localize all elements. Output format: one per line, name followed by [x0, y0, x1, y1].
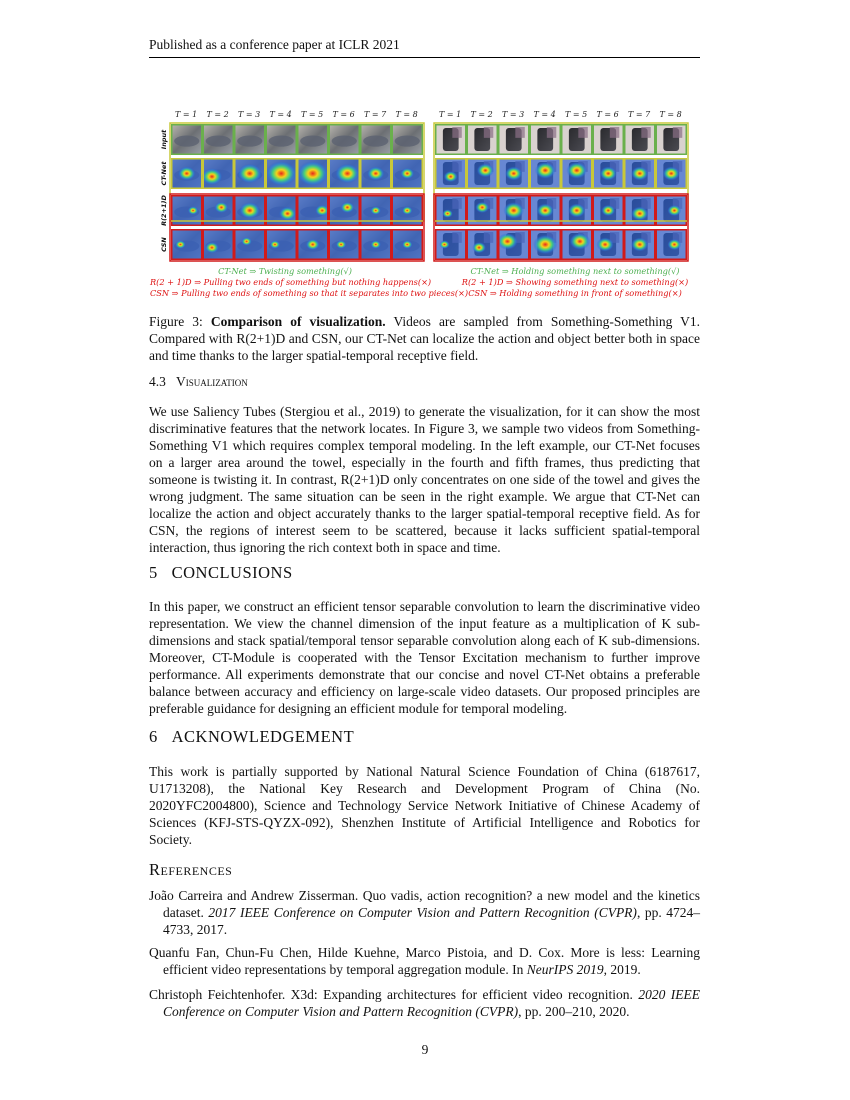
- frame-cell: [172, 159, 202, 189]
- figure-caption: Figure 3: Comparison of visualization. Videos are sampled from Something-Something V1. Compared with R(2+1)D and CSN, our CT-Net can localize the action and object better both in space and time thanks to the larger spatial-temporal receptive field.: [149, 314, 701, 363]
- frame-cell: [499, 159, 529, 189]
- frame-cell: [203, 125, 233, 155]
- frame-cell: [656, 125, 686, 155]
- frame-label: T = 5: [565, 110, 588, 119]
- section-5-heading: 5 CONCLUSIONS: [149, 563, 293, 582]
- frame-cell: [235, 159, 265, 189]
- row-label: CT-Net: [160, 161, 168, 186]
- frame-cell: [297, 159, 328, 189]
- row-csn: [172, 230, 423, 260]
- right-example-grid: [434, 123, 688, 261]
- left-caption-r21d: R(2 + 1)D ⇒ Pulling two ends of something but nothing happens(×): [150, 277, 432, 287]
- frame-cell: [436, 230, 466, 260]
- frame-cell: [593, 230, 623, 260]
- frame-cell: [562, 159, 592, 189]
- section-6-heading: 6 ACKNOWLEDGEMENT: [149, 727, 355, 746]
- row-labels: [160, 129, 168, 252]
- row-input: [172, 125, 423, 155]
- right-caption-csn: CSN ⇒ Holding something in front of something(×): [468, 288, 682, 298]
- frame-label: T = 2: [470, 110, 493, 119]
- left-caption-ctnet: CT-Net ⇒ Twisting something(√): [218, 266, 352, 276]
- reference-3: Christoph Feichtenhofer. X3d: Expanding architectures for efficient video recognition. 2020 IEEE Conference on Computer Vision and Pattern Recognition (CVPR), pp. 200–210, 2020.: [149, 987, 700, 1019]
- row-label: R(2+1)D: [160, 195, 168, 226]
- frame-cell: [392, 230, 422, 260]
- frame-cell: [203, 230, 233, 260]
- frame-label: T = 3: [238, 110, 261, 119]
- row-csn: [436, 230, 687, 260]
- frame-cell: [235, 125, 265, 155]
- section-5-body: In this paper, we construct an efficient tensor separable convolution to learn the discriminative video representation. We view the channel dimension of the input feature as a multiplication of K sub-dimensions and stack spatial/temporal tensor separable convolution along each of K sub-dimensions. Moreover, CT-Module is cooperated with the Tensor Excitation mechanism to further improve performance. All experiments demonstrate that our concise and novel CT-Net obtains a preferable balance between accuracy and efficiency on large-scale video datasets. Our proposed principles are preferable guidance for designing an efficient module for temporal modeling.: [149, 599, 700, 716]
- section-4-3-heading: 4.3 Visualization: [149, 374, 248, 389]
- frame-cell: [530, 159, 560, 189]
- frame-cell: [625, 125, 655, 155]
- frame-cell: [392, 125, 422, 155]
- row-ct-net: [436, 159, 687, 189]
- frame-cell: [235, 230, 265, 260]
- frame-cell: [329, 159, 359, 189]
- frame-cell: [361, 125, 391, 155]
- row-input: [436, 125, 687, 155]
- frame-cell: [467, 125, 497, 155]
- frame-cell: [530, 125, 560, 155]
- frame-cell: [361, 159, 391, 189]
- frame-label: T = 7: [364, 110, 387, 119]
- frame-cell: [625, 159, 655, 189]
- frame-cell: [499, 125, 529, 155]
- frame-cell: [392, 159, 422, 189]
- left-example-grid: [170, 123, 424, 261]
- section-4-3-body: We use Saliency Tubes (Stergiou et al., 2019) to generate the visualization, for it can show the most discriminative features that the network locates. In Figure 3, we sample two videos from Something-Something V1 which requires complex temporal modeling. In the left example, our CT-Net focuses on a larger area around the towel, especially in the fourth and fifth frames, thus predicting that someone is twisting it. In contrast, R(2+1)D only concentrates on one side of the towel and gives the wrong judgment. The same situation can be seen in the right example. We argue that CT-Net can localize the action and object accurately thanks to the larger spatial-temporal receptive field. As for CSN, the regions of interest seem to be scattered, because it lacks sufficient spatial-temporal interaction, thus ignoring the rich context both in space and time.: [149, 404, 700, 555]
- frame-cell: [298, 230, 328, 260]
- frame-cell: [467, 159, 497, 189]
- frame-label: T = 5: [301, 110, 324, 119]
- frame-cell: [266, 230, 296, 260]
- right-caption-ctnet: CT-Net ⇒ Holding something next to something(√): [470, 266, 680, 276]
- frame-label: T = 6: [596, 110, 619, 119]
- running-header: Published as a conference paper at ICLR 2021: [149, 37, 700, 58]
- frame-label: T = 7: [628, 110, 651, 119]
- row-ct-net: [172, 159, 423, 189]
- right-caption-r21d: R(2 + 1)D ⇒ Showing something next to something(×): [461, 277, 689, 287]
- frame-label: T = 6: [332, 110, 355, 119]
- frame-label: T = 4: [533, 110, 556, 119]
- frame-label: T = 1: [175, 110, 198, 119]
- frame-cell: [625, 230, 655, 260]
- frame-label: T = 3: [502, 110, 525, 119]
- references-heading: References: [149, 860, 233, 879]
- reference-2: Quanfu Fan, Chun-Fu Chen, Hilde Kuehne, Marco Pistoia, and D. Cox. More is less: Learning efficient video representations by temporal aggregation module. In NeurIPS 2019, 2019.: [149, 945, 700, 977]
- frame-cell: [266, 125, 296, 155]
- frame-cell: [593, 125, 623, 155]
- frame-cell: [656, 230, 686, 260]
- reference-1: João Carreira and Andrew Zisserman. Quo vadis, action recognition? a new model and the kinetics dataset. 2017 IEEE Conference on Computer Vision and Pattern Recognition (CVPR), pp. 4724–4733, 2017.: [149, 888, 701, 937]
- frame-label: T = 4: [269, 110, 292, 119]
- frame-cell: [361, 230, 391, 260]
- frame-cell: [202, 159, 234, 189]
- frame-cell: [172, 125, 202, 155]
- frame-cell: [562, 230, 592, 260]
- frame-cell: [467, 230, 497, 260]
- row-label: Input: [160, 129, 168, 150]
- section-6-body: This work is partially supported by National Natural Science Foundation of China (6187617, U1713208), the National Key Research and Development Program of China (No. 2020YFC2004800), Science and Technology Service Network Initiative of Chinese Academy of Sciences (KFJ-STS-QYZX-092), Shenzhen Institute of Artificial Intelligence and Robotics for Society.: [149, 764, 700, 847]
- left-caption-csn: CSN ⇒ Pulling two ends of something so that it separates into two pieces(×): [150, 288, 469, 298]
- frame-cell: [172, 230, 202, 260]
- frame-label: T = 8: [395, 110, 418, 119]
- frame-cell: [329, 125, 359, 155]
- frame-cell: [593, 159, 623, 189]
- frame-label: T = 8: [659, 110, 682, 119]
- frame-cell: [329, 230, 359, 260]
- frame-cell: [530, 230, 560, 260]
- frame-cell: [656, 159, 686, 189]
- page-number: 9: [421, 1042, 429, 1057]
- frame-cell: [497, 230, 529, 260]
- row-label: CSN: [160, 237, 168, 252]
- frame-cell: [436, 125, 466, 155]
- frame-label: T = 1: [439, 110, 462, 119]
- frame-cell: [266, 159, 297, 189]
- frame-cell: [562, 125, 592, 155]
- frame-label: T = 2: [206, 110, 229, 119]
- frame-cell: [436, 159, 466, 189]
- frame-cell: [298, 125, 328, 155]
